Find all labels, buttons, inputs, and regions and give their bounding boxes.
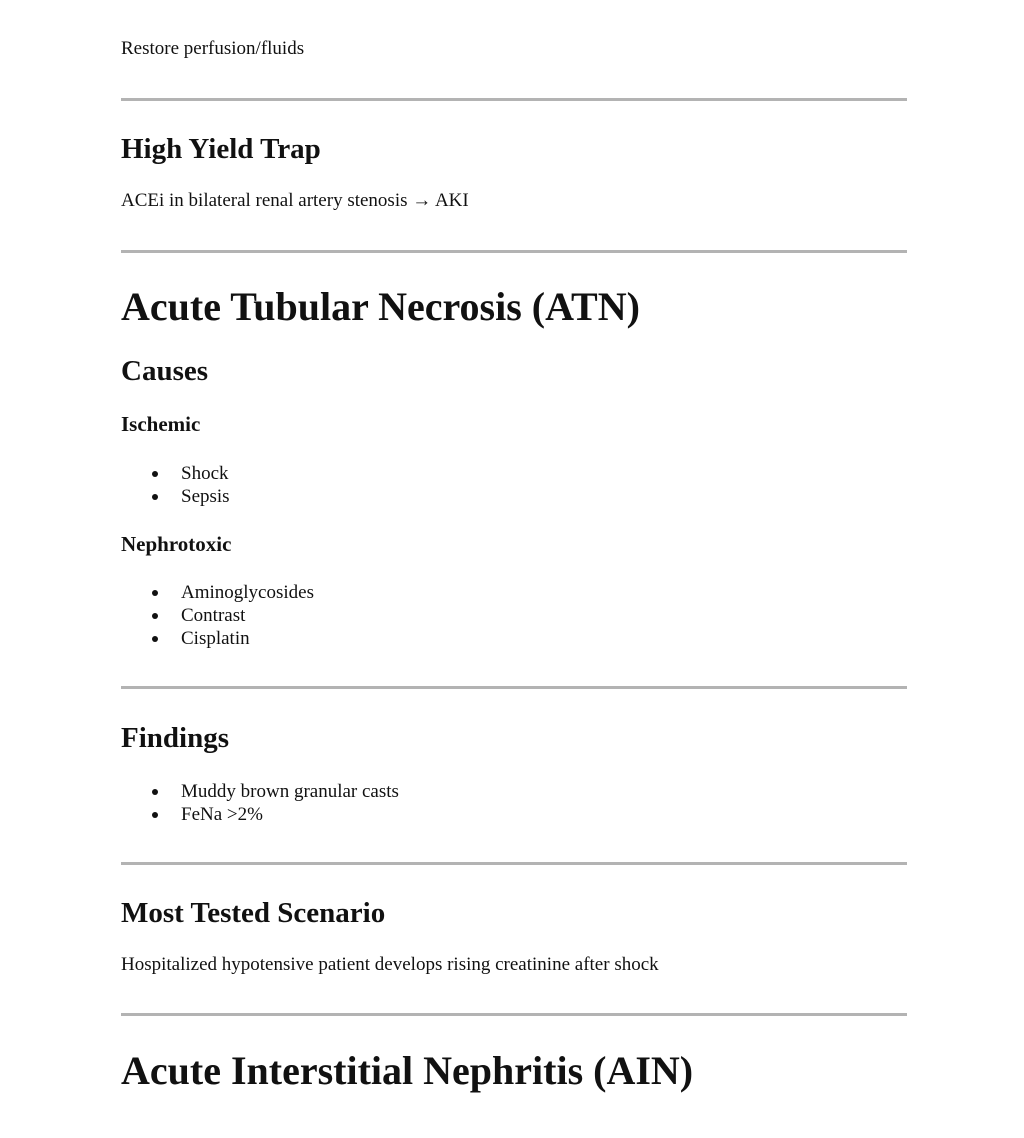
atn-causes-heading: Causes bbox=[121, 355, 209, 387]
divider-1 bbox=[121, 98, 907, 101]
list-item: Contrast bbox=[121, 604, 314, 627]
divider-3 bbox=[121, 686, 907, 689]
nephrotoxic-heading: Nephrotoxic bbox=[121, 532, 232, 556]
ischemic-heading: Ischemic bbox=[121, 412, 201, 436]
divider-5 bbox=[121, 1013, 907, 1016]
list-item: Shock bbox=[121, 462, 230, 485]
high-yield-trap-heading: High Yield Trap bbox=[121, 133, 321, 165]
ain-title: Acute Interstitial Nephritis (AIN) bbox=[121, 1048, 694, 1093]
list-item: FeNa >2% bbox=[121, 803, 399, 826]
most-tested-text: Hospitalized hypotensive patient develops rising creatinine after shock bbox=[121, 954, 659, 975]
nephrotoxic-list bbox=[121, 581, 314, 650]
most-tested-heading: Most Tested Scenario bbox=[121, 897, 386, 929]
atn-title: Acute Tubular Necrosis (ATN) bbox=[121, 284, 640, 329]
divider-4 bbox=[121, 862, 907, 865]
findings-list bbox=[121, 780, 399, 826]
list-item: Aminoglycosides bbox=[121, 581, 314, 604]
atn-findings-heading: Findings bbox=[121, 722, 229, 754]
high-yield-trap-text: ACEi in bilateral renal artery stenosis → AKI bbox=[121, 190, 469, 211]
list-item: Sepsis bbox=[121, 485, 230, 508]
list-item: Cisplatin bbox=[121, 627, 314, 650]
divider-2 bbox=[121, 250, 907, 253]
ischemic-list bbox=[121, 462, 230, 508]
prerenal-treatment-text: Restore perfusion/fluids bbox=[121, 38, 305, 59]
list-item: Muddy brown granular casts bbox=[121, 780, 399, 803]
